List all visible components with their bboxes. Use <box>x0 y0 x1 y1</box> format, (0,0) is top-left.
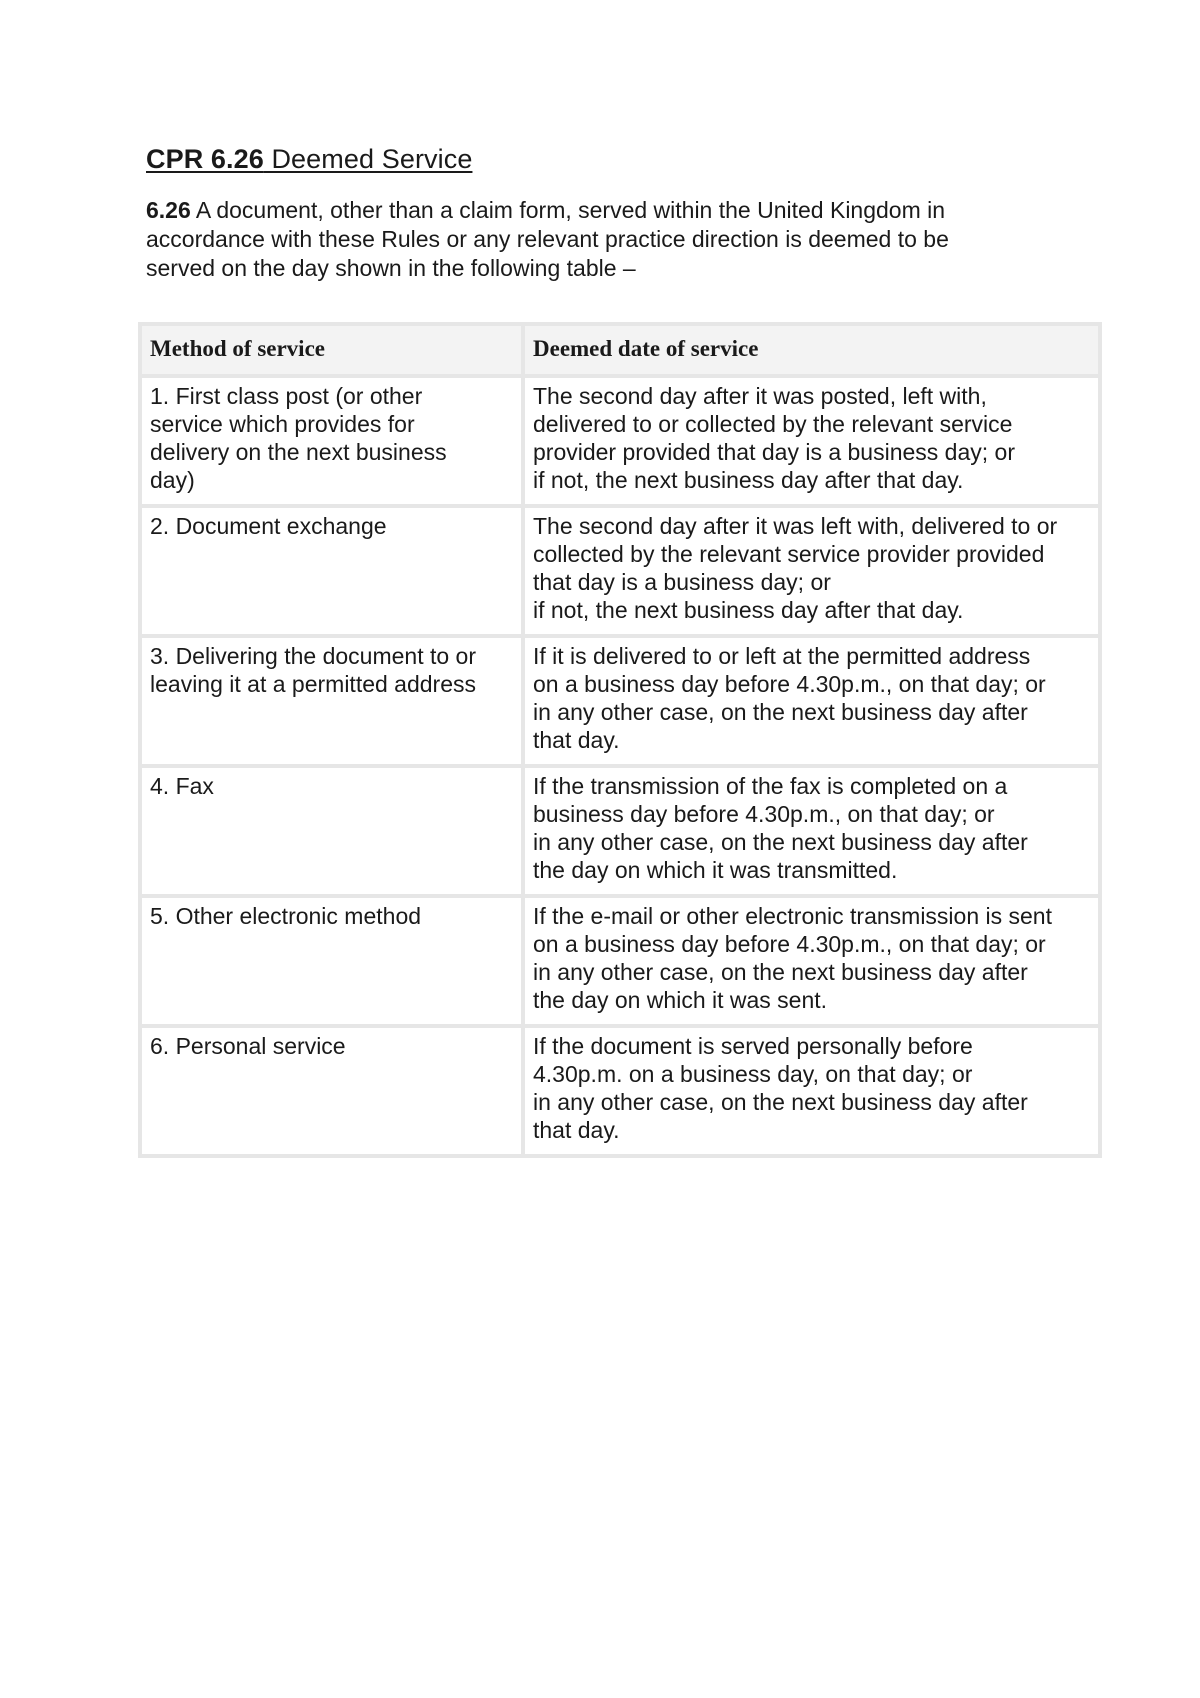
cell-line: delivered to or collected by the relevant service <box>533 411 1013 437</box>
cell-line: 5. Other electronic method <box>150 903 422 929</box>
cell-line: The second day after it was left with, delivered to or <box>533 513 1058 539</box>
cell-line: 3. Delivering the document to or <box>150 643 477 669</box>
cell-line: in any other case, on the next business day after <box>533 699 1028 725</box>
table-header-row <box>140 324 1100 376</box>
cell-line: collected by the relevant service provider provided <box>533 541 1045 567</box>
page-title <box>146 144 472 175</box>
method-cell <box>140 506 523 636</box>
cell-line: the day on which it was transmitted. <box>533 857 898 883</box>
cell-line: If the e-mail or other electronic transmission is sent <box>533 903 1052 929</box>
deemed-date-cell <box>523 766 1100 896</box>
cell-line: day) <box>150 467 195 493</box>
cell-line: the day on which it was sent. <box>533 987 828 1013</box>
cell-line: that day. <box>533 727 620 753</box>
cell-line: 4.30p.m. on a business day, on that day; or <box>533 1061 973 1087</box>
table-row <box>140 766 1100 896</box>
cell-line: If it is delivered to or left at the permitted address <box>533 643 1031 669</box>
title-rule-code: CPR 6.26 <box>146 144 264 174</box>
cell-line: that day is a business day; or <box>533 569 831 595</box>
method-cell <box>140 636 523 766</box>
cell-line: delivery on the next business <box>150 439 447 465</box>
deemed-service-table <box>138 322 1102 1158</box>
cell-line: service which provides for <box>150 411 415 437</box>
title-text: Deemed Service <box>263 144 473 174</box>
table-row <box>140 1026 1100 1156</box>
deemed-date-cell <box>523 636 1100 766</box>
method-cell <box>140 896 523 1026</box>
cell-line: business day before 4.30p.m., on that day; or <box>533 801 995 827</box>
intro-line: served on the day shown in the following table – <box>146 255 636 281</box>
table-row <box>140 896 1100 1026</box>
intro-rule-number: 6.26 <box>146 197 191 223</box>
header-deemed-date-of-service: Deemed date of service <box>523 324 1100 376</box>
cell-line: in any other case, on the next business day after <box>533 829 1028 855</box>
cell-line: on a business day before 4.30p.m., on that day; or <box>533 931 1046 957</box>
cell-line: If the transmission of the fax is completed on a <box>533 773 1008 799</box>
deemed-date-cell <box>523 896 1100 1026</box>
cell-line: that day. <box>533 1117 620 1143</box>
cell-line: if not, the next business day after that day. <box>533 467 964 493</box>
method-cell <box>140 376 523 506</box>
cell-line: if not, the next business day after that day. <box>533 597 964 623</box>
cell-line: leaving it at a permitted address <box>150 671 477 697</box>
intro-line: A document, other than a claim form, served within the United Kingdom in <box>190 197 946 223</box>
cell-line: provider provided that day is a business day; or <box>533 439 1015 465</box>
cell-line: in any other case, on the next business day after <box>533 1089 1028 1115</box>
table-row <box>140 506 1100 636</box>
method-cell <box>140 1026 523 1156</box>
cell-line: 4. Fax <box>150 773 214 799</box>
cell-line: on a business day before 4.30p.m., on that day; or <box>533 671 1046 697</box>
deemed-date-cell <box>523 1026 1100 1156</box>
deemed-date-cell <box>523 506 1100 636</box>
table-row <box>140 636 1100 766</box>
cell-line: 2. Document exchange <box>150 513 387 539</box>
cell-line: The second day after it was posted, left with, <box>533 383 987 409</box>
cell-line: If the document is served personally before <box>533 1033 973 1059</box>
intro-paragraph <box>146 196 1026 283</box>
intro-line: accordance with these Rules or any relevant practice direction is deemed to be <box>146 226 949 252</box>
method-cell <box>140 766 523 896</box>
cell-line: 6. Personal service <box>150 1033 346 1059</box>
table-row <box>140 376 1100 506</box>
cell-line: in any other case, on the next business day after <box>533 959 1028 985</box>
deemed-date-cell <box>523 376 1100 506</box>
cell-line: 1. First class post (or other <box>150 383 423 409</box>
header-method-of-service: Method of service <box>140 324 523 376</box>
